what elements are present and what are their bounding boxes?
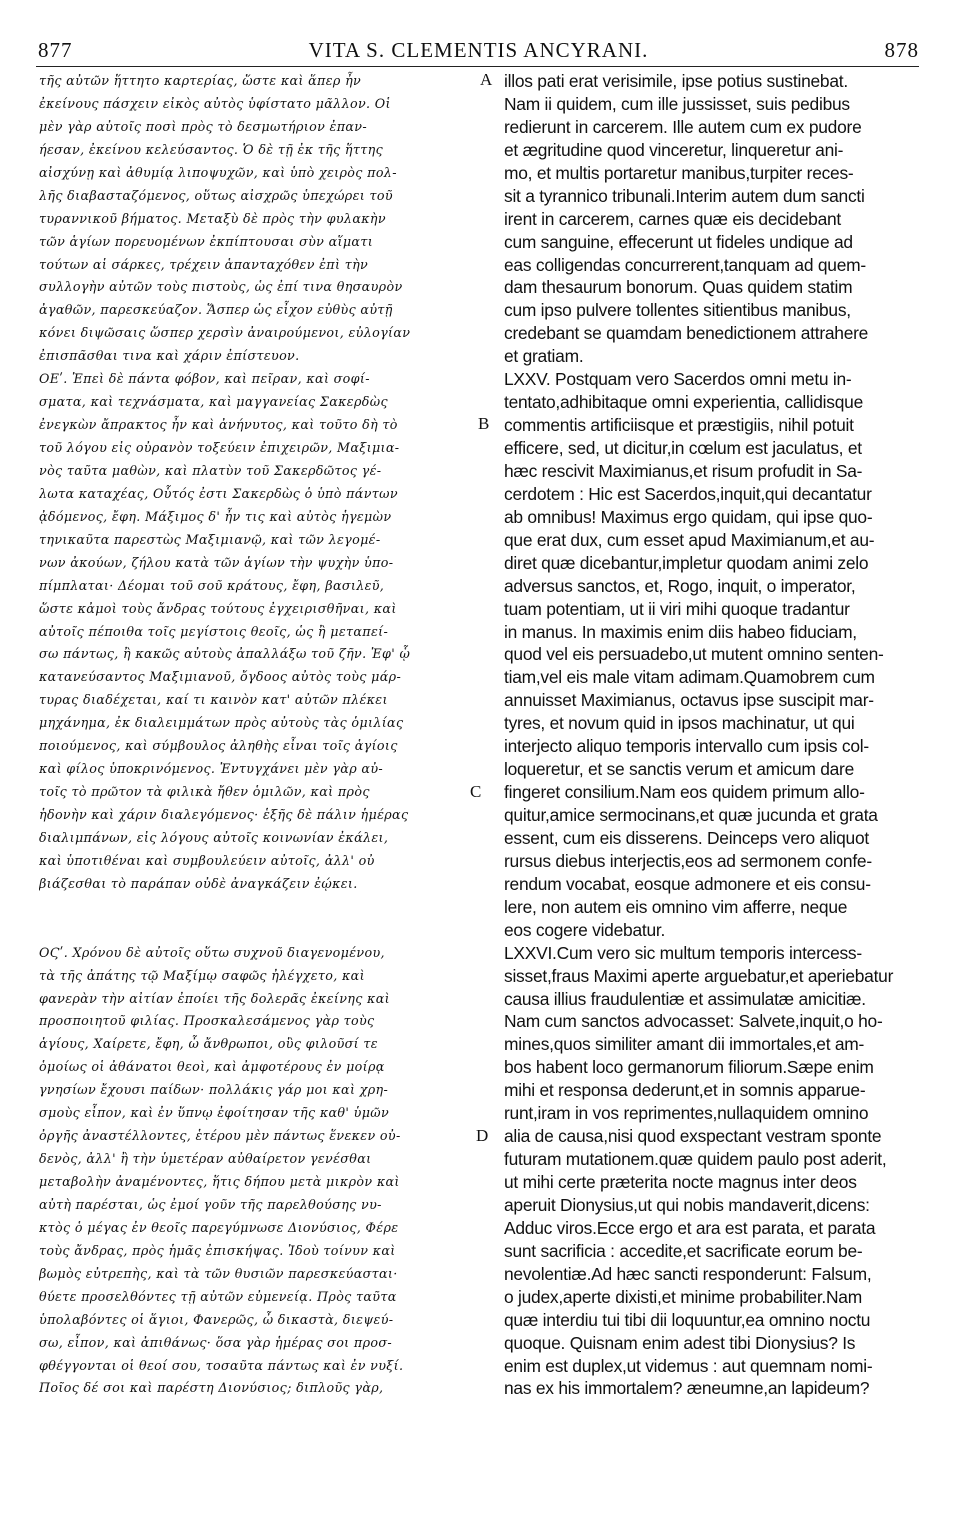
greek-text-line: λῆς διαβασταζόμενος, οὕτως αἰσχρῶς ὑπεχώρει τοῦ: [39, 187, 393, 203]
greek-text-line: ᾀδόμενος, ἔφη. Μάξιμος δ' ἦν τις καὶ αὐτὸς ἡγεμὼν: [39, 508, 392, 524]
running-title: VITA S. CLEMENTIS ANCYRANI.: [308, 38, 649, 62]
greek-text-line: τῶν ἁγίων πορευομένων ἐκπίπτουσαι σὺν αἵματι: [39, 233, 374, 249]
greek-text-line: τῆς αὐτῶν ἥττητο καρτερίας, ὥστε καὶ ἅπερ ἦν: [39, 73, 362, 88]
greek-text-line: κόνει διψῶσαις ὥσπερ χερσὶν ἀναιρούμενοι, εὐλογίαν: [39, 325, 411, 341]
latin-text-line: et ægritudine quod vinceretur, linqueretur ani-: [504, 139, 844, 160]
greek-text-line: ΟϚʹ. Χρόνου δὲ αὐτοῖς οὕτω συχνοῦ διαγενομένου,: [39, 944, 385, 960]
greek-text-line: αὐτοῖς πέποιθα τοῖς μεγίστοις θεοῖς, ὡς ἢ μεταπεί-: [39, 623, 389, 639]
greek-text-line: μεταβολὴν ἀναμένοντες, ἥτις δήπου μετὰ μικρὸν καὶ: [39, 1174, 400, 1189]
greek-text-line: τὰ τῆς ἀπάτης τῷ Μαξίμῳ σαφῶς ἠλέγχετο, καὶ: [39, 967, 365, 983]
latin-text-line: bos habent loco germanorum filiorum.Sæpe enim: [504, 1057, 874, 1078]
latin-text-line: in manus. In maximis enim diis habeo fiduciam,: [504, 621, 857, 642]
greek-text-line: ἐπισπᾶσθαι τινα καὶ χάριν ἐπίστευον.: [39, 348, 300, 364]
latin-text-line: sisset,fraus Maximi aperte arguebatur,et aperiebatur: [504, 965, 894, 986]
latin-text-line: redierunt in carcerem. Ille autem cum ex pudore: [504, 116, 862, 137]
greek-text-line: αἰσχύνῃ καὶ ἀθυμίᾳ λιποψυχῶν, καὶ ὑπὸ χειρὸς πολ-: [39, 164, 397, 180]
latin-text-line: futuram mutationem.quæ quidem paulo post aderit,: [504, 1149, 887, 1170]
margin-letter-b: B: [478, 414, 490, 433]
greek-text-line: νὸς ταῦτα μαθὼν, καὶ πλατὺν τοῦ Σακερδῶτος γέ-: [39, 462, 382, 478]
latin-text-line: tentato,adhibitaque omni experientia, callidisque: [504, 392, 863, 413]
latin-text-line: tyres, et novum quid in ipsos machinatur, ut qui: [504, 713, 855, 734]
latin-text-line: cum sanguine, effecerunt ut fideles undique ad: [504, 231, 853, 252]
latin-text-line: que erat dux, cum esset apud Maximianum,et au-: [504, 529, 875, 550]
latin-text-line: aperuit Dionysius,ut qui nobis mandaverit,dicens:: [504, 1194, 870, 1215]
latin-text-line: fingeret consilium.Nam eos quidem primum allo-: [504, 782, 865, 803]
latin-text-line: nas ex his immortalem? æneumne,an lapideum?: [504, 1378, 870, 1399]
latin-text-line: essent, cum eis disserens. Deinceps vero aliquot: [504, 827, 869, 848]
greek-text-line: [39, 896, 491, 919]
latin-text-line: Adduc viros.Ecce ergo et ara est parata, et parata: [504, 1217, 876, 1238]
greek-text-line: πίμπλαται· Δέομαι τοῦ σοῦ κράτους, ἔφη, βασιλεῦ,: [39, 577, 385, 593]
latin-text-line: sit a tyrannico tribunali.Interim autem dum sancti: [504, 185, 865, 206]
greek-text-line: λωτα καταχέας, Οὗτός ἐστι Σακερδὼς ὁ ὑπὸ πάντων: [39, 485, 398, 501]
greek-text-line: προσποιητοῦ φιλίας. Προσκαλεσάμενος γὰρ τοὺς: [39, 1013, 375, 1029]
margin-letter-a: A: [480, 70, 493, 89]
greek-text-line: τηνικαῦτα παρεστὼς Μαξιμιανῷ, καὶ τῶν λεγομέ-: [39, 531, 381, 547]
greek-text-line: ἡδονὴν καὶ χάριν διαλεγόμενος· ἑξῆς δὲ πάλιν ἡμέρας: [39, 807, 409, 822]
greek-text-line: ὑπολαβόντες οἱ ἅγιοι, Φανερῶς, ὦ δικαστὰ, διεψεύ-: [39, 1311, 394, 1327]
greek-text-line: γνησίων ἔχουσι παίδων· πολλάκις γάρ μοι καὶ χρη-: [39, 1082, 389, 1098]
latin-text-line: eos cogere videbatur.: [504, 919, 666, 940]
greek-text-line: φανερὰν τὴν αἰτίαν ἐποίει τῆς δολερᾶς ἐκείνης καὶ: [39, 990, 390, 1006]
greek-text-line: μὲν γὰρ αὐτοῖς ποσὶ πρὸς τὸ δεσμωτήριον ἐπαν-: [39, 118, 368, 134]
latin-text-line: tuam potentiam, ut ii viri mihi quoque tradantur: [504, 598, 850, 619]
greek-text-line: ποιούμενος, καὶ σύμβουλος ἀληθὴς εἶναι τοῖς ἁγίοις: [39, 738, 398, 754]
greek-text-line: καὶ φίλος ὑποκρινόμενος. Ἐντυγχάνει μὲν γὰρ αὐ-: [39, 761, 384, 777]
greek-text-line: κτὸς ὁ μέγας ἐν θεοῖς παρεγύμνωσε Διονύσιος, Φέρε: [39, 1219, 399, 1235]
latin-text-line: o judex,aperte dixisti,et minime probabiliter.Nam: [504, 1286, 862, 1307]
latin-text-line: irent in carcerem, carnes quæ eis decidebant: [504, 208, 841, 229]
greek-text-line: σμοὺς εἶπον, καὶ ἐν ὕπνῳ ἐφοίτησαν τῆς καθ' ὑμῶν: [39, 1105, 390, 1121]
greek-text-line: ὀργῆς ἀναστέλλοντες, ἑτέρου μὲν πάντως ἕνεκεν οὐ-: [39, 1128, 401, 1144]
margin-letter-d: D: [476, 1126, 489, 1145]
latin-text-line: cum ipso pulvere tollentes sitientibus manibus,: [504, 300, 851, 321]
latin-text-line: loqueretur, et se sanctis verum et amicum dare: [504, 759, 855, 780]
latin-text-line: mihi et responsa dederunt,et in somnis apparue-: [504, 1080, 866, 1101]
latin-text-line: quæ interdiu tui tibi dii loquuntur,ea omnino noctu: [504, 1309, 871, 1330]
latin-text-line: ut mihi certe præterita nocte magnus inter deos: [504, 1172, 857, 1192]
greek-text-line: ἁγίους, Χαίρετε, ἔφη, ὦ ἄνθρωποι, οὓς φιλοῦσί τε: [39, 1036, 378, 1052]
page-number-left: 877: [38, 38, 73, 62]
latin-text-line: LXXV. Postquam vero Sacerdos omni metu in-: [504, 369, 852, 390]
latin-text-line: illos pati erat verisimile, ipse potius sustinebat.: [504, 71, 848, 91]
greek-text-line: τοῖς τὸ πρῶτον τὰ φιλικὰ ἤθεν ὁμιλῶν, καὶ πρὸς: [39, 784, 370, 800]
latin-text-line: LXXVI.Cum vero sic multum temporis intercess-: [504, 942, 862, 963]
latin-text-line: adversus sanctos, et, Rogo, inquit, o imperator,: [504, 575, 856, 596]
page-number-right: 878: [884, 38, 919, 62]
greek-column: [39, 70, 491, 1400]
latin-text-line: eas colligendas concurrerent,tanquam ad quem-: [504, 254, 866, 275]
greek-text-line: θύετε προσελθόντες τῇ αὐτῶν εὐμενείᾳ. Πρὸς ταῦτα: [39, 1288, 397, 1304]
greek-text-line: ἐκείνους πάσχειν εἰκὸς αὐτὸς ὑφίστατο μᾶλλον. Οἱ: [39, 95, 391, 111]
latin-text-line: tiam,vel eis male vitam adimam.Quamobrem cum: [504, 667, 875, 688]
latin-text-line: interjecto aliquo temporis intervallo cum ipsis col-: [504, 736, 869, 757]
greek-text-line: καὶ ὑποτιθέναι καὶ συμβουλεύειν αὐτοῖς, ἀλλ' οὐ: [39, 852, 375, 868]
greek-text-line: ὥστε κἀμοὶ τοὺς ἄνδρας τούτους ἐγχειρισθῆναι, καὶ: [39, 600, 397, 616]
greek-text-line: ἐνεγκὼν ἄπρακτος ἦν καὶ ἀνήνυτος, καὶ τοῦτο δὴ τὸ: [39, 417, 398, 433]
latin-text-line: quod vel eis persuadebo,ut mutent omnino senten-: [504, 644, 884, 665]
greek-text-line: σματα, καὶ τεχνάσματα, καὶ μαγγανείας Σακερδὼς: [39, 394, 388, 410]
greek-text-line: σω πάντως, ἢ κακῶς αὐτοὺς ἀπαλλάξω τοῦ ζῆν. Ἐφ' ᾧ: [39, 646, 411, 662]
latin-text-line: quoque. Quisnam enim adest tibi Dionysius? Is: [504, 1332, 856, 1353]
latin-text-line: Nam cum sanctos advocasset: Salvete,inquit,o ho-: [504, 1011, 883, 1032]
greek-text-line: τοὺς ἄνδρας, πρὸς ἡμᾶς ἐπισκήψας. Ἰδοὺ τοίνυν καὶ: [39, 1242, 396, 1258]
latin-text-line: rendum vocabat, eosque admonere et eis consu-: [504, 873, 871, 894]
latin-text-line: mo, et multis portaretur manibus,turpiter reces-: [504, 162, 854, 183]
greek-text-line: ΟΕʹ. Ἐπεὶ δὲ πάντα φόβον, καὶ πεῖραν, καὶ σοφί-: [39, 371, 370, 387]
greek-text-line: μηχάνημα, ἐκ διαλειμμάτων πρὸς αὐτοὺς τὰς ὁμιλίας: [39, 715, 404, 731]
latin-text-line: sunt sacrificia : accedite,et sacrificate eorum be-: [504, 1240, 863, 1261]
latin-text-line: causa illius fraudulentiæ et assimulatæ amicitiæ.: [504, 988, 866, 1009]
latin-text-line: ab omnibus! Maximus ergo quidam, qui ipse quo-: [504, 506, 873, 527]
greek-text-line: [39, 919, 491, 942]
latin-column: [504, 70, 918, 1400]
greek-text-line: βωμὸς εὐτρεπὴς, καὶ τὰ τῶν θυσιῶν παρεσκεύασται·: [39, 1265, 398, 1281]
greek-text-line: ὁμοίως οἱ ἀθάνατοι θεοὶ, καὶ ἀμφοτέρους ἐν μοίρᾳ: [39, 1059, 385, 1075]
greek-text-line: βιάζεσθαι τὸ παράπαν οὐδὲ ἀναγκάζειν ἐῴκει.: [39, 875, 358, 891]
greek-text-line: διαλιμπάνων, εἰς λόγους αὐτοῖς κοινωνίαν ἐκάλει,: [39, 829, 389, 845]
latin-text-line: Nam ii quidem, cum ille jussisset, suis pedibus: [504, 93, 850, 114]
latin-text-line: alia de causa,nisi quod exspectant vestram sponte: [504, 1126, 882, 1147]
greek-text-line: ἀγαθῶν, παρεσκεύαζον. Ἅσπερ ὡς εἶχον εὐθὺς αὐτῇ: [39, 302, 393, 318]
greek-text-line: κατανεύσαντος Μαξιμιανοῦ, ὄγδοος αὐτὸς τοὺς μάρ-: [39, 669, 402, 685]
latin-text-line: runt,iram in vos reprimentes,nullaquidem omnino: [504, 1103, 869, 1124]
greek-text-line: τοῦ λόγου εἰς οὐρανὸν τοξεύειν ἐπιχειρῶν, Μαξιμια-: [39, 440, 400, 455]
greek-text-line: δενὸς, ἀλλ' ἢ τὴν ὑμετέραν αὐθαίρετον γενέσθαι: [39, 1151, 372, 1167]
greek-text-line: τυραννικοῦ βήματος. Μεταξὺ δὲ πρὸς τὴν φυλακὴν: [39, 210, 386, 226]
latin-text-line: commentis artificiisque et præstigiis, nihil potuit: [504, 415, 854, 436]
latin-text-line: nevolentiæ.Ad hæc sancti responderunt: Falsum,: [504, 1263, 872, 1284]
greek-text-line: σω, εἶπον, καὶ ἀπιθάνως· ὅσα γὰρ ἡμέρας σοι προσ-: [39, 1334, 393, 1350]
latin-text-line: diret quæ dicebantur,impletur quodam animi zelo: [504, 552, 869, 573]
latin-text-line: credebant se quamdam benedictionem attrahere: [504, 323, 869, 344]
greek-text-line: ήεσαν, ἐκείνου κελεύσαντος. Ὁ δὲ τῇ ἐκ τῆς ἥττης: [39, 141, 384, 157]
latin-text-line: et gratiam.: [504, 346, 584, 367]
latin-text-line: rursus diebus interjectis,eos ad sermonem confe-: [504, 850, 872, 871]
running-header: [38, 38, 919, 62]
latin-text-line: efficere, sed, ut dicitur,in cœlum est jaculatus, et: [504, 438, 862, 458]
latin-text-line: hæc rescivit Maximianus,et risum profudit in Sa-: [504, 460, 863, 481]
latin-text-line: mines,quos similiter amant dii immortales,et am-: [504, 1034, 865, 1055]
greek-text-line: συλλογὴν αὐτῶν τοὺς πιστοὺς, ὡς ἐπί τινα θησαυρὸν: [39, 279, 403, 295]
latin-text-line: cerdotem : Hic est Sacerdos,inquit,qui decantatur: [504, 483, 872, 504]
greek-text-line: νων ἀκούων, ζήλου κατὰ τῶν ἁγίων τὴν ψυχὴν ὑπο-: [39, 554, 394, 570]
greek-text-line: τούτων αἱ σάρκες, τρέχειν ἁπανταχόθεν ἐπὶ τὴν: [39, 256, 369, 272]
margin-letter-c: C: [470, 782, 482, 801]
latin-text-line: enim est duplex,ut videmus : aut quemnam nomi-: [504, 1355, 873, 1376]
latin-text-line: quitur,amice sermocinans,et quæ jucunda et grata: [504, 805, 878, 825]
greek-text-line: τυρας διαδέχεται, καί τι καινὸν κατ' αὐτῶν πλέκει: [39, 692, 388, 708]
header-rule: [36, 66, 919, 67]
greek-text-line: αὐτὴ παρέσται, ὡς ἐμοί γοῦν τῆς παρελθούσης νυ-: [39, 1196, 382, 1212]
greek-text-line: Ποῖος δέ σοι καὶ παρέστη Διονύσιος; διπλοῦς γὰρ,: [39, 1380, 384, 1396]
latin-text-line: lere, non autem eis omnino vim afferre, neque: [504, 896, 848, 917]
latin-text-line: annuisset Maximianus, octavus ipse suscipit mar-: [504, 690, 874, 711]
latin-text-line: dam thesaurum bonorum. Quas quidem statim: [504, 277, 853, 298]
greek-text-line: φθέγγονται οἱ θεοί σου, τοσαῦτα πάντως καὶ ἐν νυξί.: [39, 1357, 404, 1373]
